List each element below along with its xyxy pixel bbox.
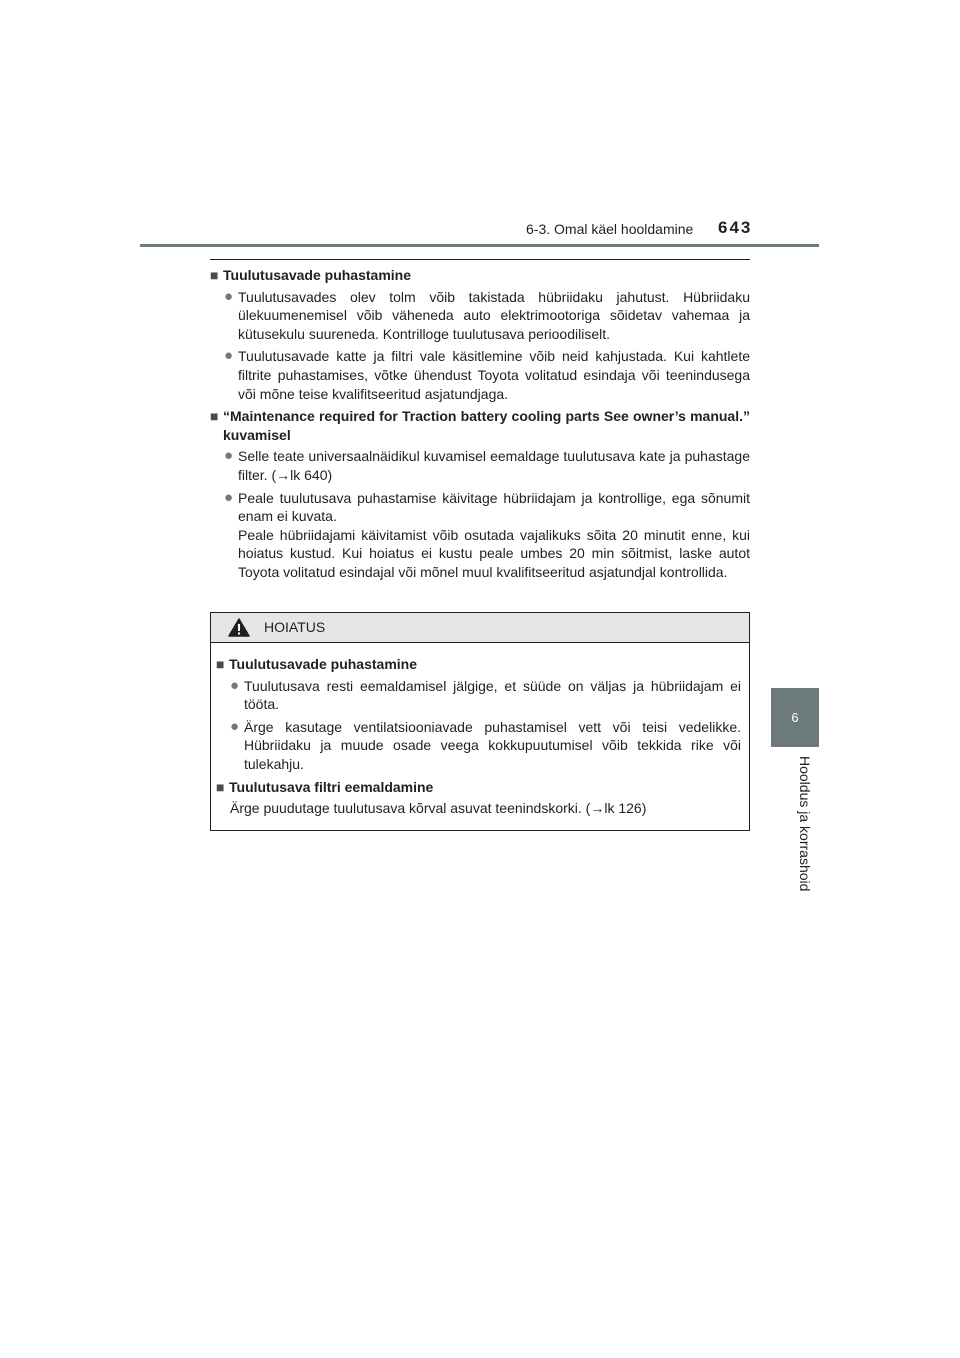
round-bullet-icon: ●: [224, 447, 234, 465]
list-item: [230, 677, 741, 714]
round-bullet-icon: ●: [224, 488, 234, 506]
warning-section-heading: Tuulutusavade puhastamine: [229, 656, 417, 672]
content-top-rule: [210, 259, 750, 260]
square-bullet-icon: ■: [210, 267, 219, 283]
header-section-title: 6-3. Omal käel hooldamine: [526, 221, 694, 237]
round-bullet-icon: ●: [230, 676, 240, 694]
square-bullet-icon: ■: [216, 656, 225, 672]
header-rule: [140, 244, 819, 247]
round-bullet-icon: ●: [224, 287, 234, 305]
list-item: [224, 347, 750, 403]
list-item: [224, 288, 750, 344]
warning-body: [211, 643, 749, 818]
chapter-number: 6: [791, 710, 799, 725]
section-heading: Tuulutusavade puhastamine: [223, 267, 411, 283]
warning-text: Ärge puudutage tuulutusava kõrval asuvat teenindskorki. (→lk 126): [230, 800, 647, 817]
warning-section-heading: Tuulutusava filtri eemaldamine: [229, 778, 434, 795]
warning-box: [210, 612, 750, 831]
section-vent-cleaning: [210, 266, 750, 403]
page-number: 643: [718, 218, 753, 237]
section-heading: “Maintenance required for Traction battery cooling parts See owner’s manual.” kuvamisel: [223, 408, 750, 443]
round-bullet-icon: ●: [230, 717, 240, 735]
bullet-text-continuation: Peale hübriidajami käivitamist võib osutada vajalikuks sõita 20 minutit enne, kui hoiatus kustud. Kui hoiatus ei kustu peale umbes 20 min sõitmist, laske autot Toyota volitatud esindajal või mõnel muul kvalifitseeritud asjatundjal kontrollida.: [238, 526, 750, 580]
section-maintenance-message: [210, 407, 750, 581]
chapter-title: Hooldus ja korrashoid: [797, 756, 813, 892]
bullet-text: Tuulutusavades olev tolm võib takistada hübriidaku jahutust. Hübriidaku ülekuumenemisel võib väheneda auto elektrimootoriga sõidetav vahemaa ja kütusekulu suureneda. Kontrilloge tuulutusava perioodiliselt.: [238, 288, 750, 342]
warning-triangle-icon: [228, 618, 250, 637]
bullet-text: Selle teate universaalnäidikul kuvamisel eemaldage tuulutusava kate ja puhastage filter. (→lk 640): [238, 448, 750, 483]
bullet-text: Tuulutusava resti eemaldamisel jälgige, et süüde on väljas ja hübriidajam ei tööta.: [244, 677, 741, 713]
main-content: [210, 266, 750, 586]
list-item: [230, 718, 741, 774]
bullet-text: Ärge kasutage ventilatsiooniavade puhastamisel vett või teisi vedelikke. Hübriidaku ja muude osade veega kokkupuutumisel võib tekkida rike või tulekahju.: [244, 718, 741, 772]
warning-header: [211, 613, 749, 643]
square-bullet-icon: ■: [216, 778, 225, 795]
list-item: [224, 447, 750, 484]
warning-title: HOIATUS: [264, 619, 326, 636]
round-bullet-icon: ●: [224, 347, 234, 365]
bullet-text: Tuulutusavade katte ja filtri vale käsitlemine võib neid kahjustada. Kui kahtlete filtrite puhastamises, võtke ühendust Toyota volitatud esindaja või teenindusega või mõne teise kvalifitseeritud asjatundjaga.: [238, 348, 750, 402]
square-bullet-icon: ■: [210, 408, 219, 425]
list-item: [224, 489, 750, 582]
bullet-text: Peale tuulutusava puhastamise käivitage hübriidajam ja kontrollige, ega sõnumit enam ei kuvata.: [238, 489, 750, 525]
chapter-tab: [771, 688, 819, 747]
